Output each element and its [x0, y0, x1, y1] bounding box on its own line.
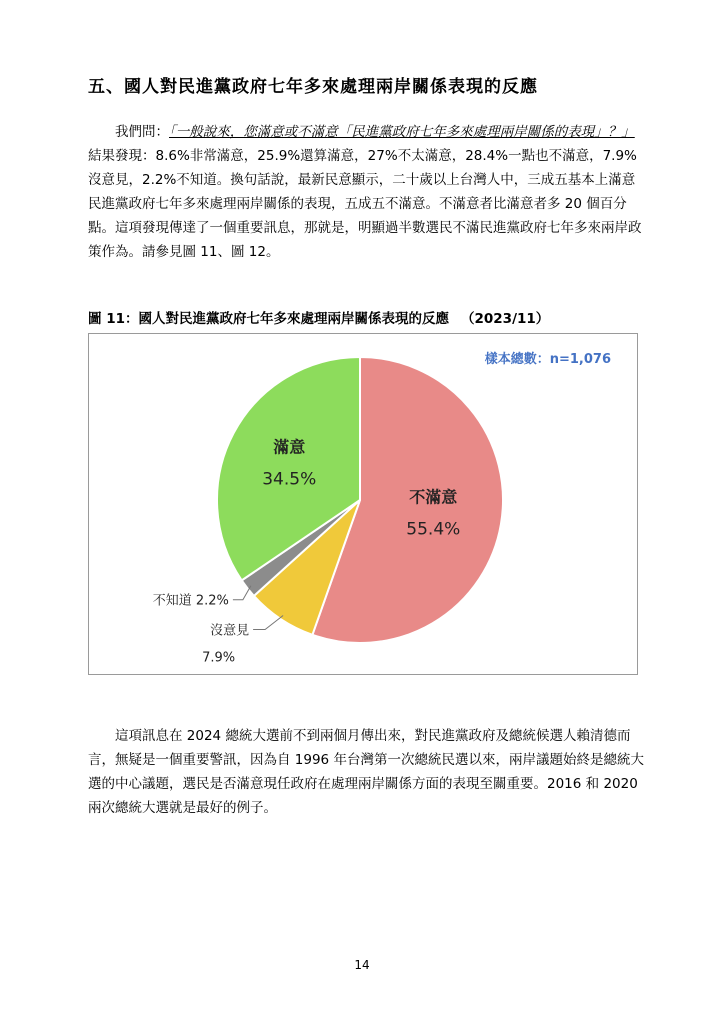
slice-label-1: 沒意見 — [210, 623, 250, 639]
slice-label-3: 滿意 — [273, 437, 306, 457]
analysis-text: 這項訊息在 2024 總統大選前不到兩個月傳出來，對民進黨政府及總統候選人賴清德而言，無疑是一個重要警訊，因為自 1996 年台灣第一次總統民選以來，兩岸議題始終是總統大選的中心議題，選民是否滿意現任政府在處理兩岸關係方面的表現至關重要。2016 和 2020 兩次總統大選就是最好的例子。 — [88, 728, 644, 816]
pie-chart — [89, 334, 639, 676]
figure-title-text: 圖 11：國人對民進黨政府七年多來處理兩岸關係表現的反應 — [88, 311, 449, 327]
slice-value-1: 7.9% — [202, 650, 236, 666]
slice-label-2: 不知道 2.2% — [152, 593, 229, 609]
slice-value-0: 55.4% — [406, 519, 461, 540]
page-number: 14 — [354, 958, 370, 972]
pie-chart-frame — [88, 333, 638, 675]
figure-title — [88, 307, 549, 327]
paragraph-analysis — [88, 724, 648, 820]
question-lead: 我們問： — [115, 124, 169, 140]
sample-size-note: 樣本總數：n=1,076 — [484, 352, 611, 367]
findings-text: 結果發現：8.6%非常滿意，25.9%還算滿意，27%不太滿意，28.4%一點也不滿意，7.9%沒意見，2.2%不知道。換句話說，最新民意顯示，二十歲以上台灣人中，三成五基本上滿意民進黨政府七年多來處理兩岸關係的表現，五成五不滿意。不滿意者比滿意者多 20 個百分點。這項發現傳達了一個重要訊息，那就是，明顯過半數選民不滿民進黨政府七年多來兩岸政策作為。請參見圖 11、圖 12。 — [88, 148, 642, 260]
slice-value-3: 34.5% — [262, 469, 317, 490]
question-text: 「一般說來，您滿意或不滿意「民進黨政府七年多來處理兩岸關係的表現」？」 — [169, 124, 635, 140]
figure-date: （2023/11） — [461, 311, 550, 327]
paragraph-question — [88, 120, 648, 264]
section-heading: 五、國人對民進黨政府七年多來處理兩岸關係表現的反應 — [88, 77, 538, 97]
slice-label-0: 不滿意 — [409, 487, 458, 507]
